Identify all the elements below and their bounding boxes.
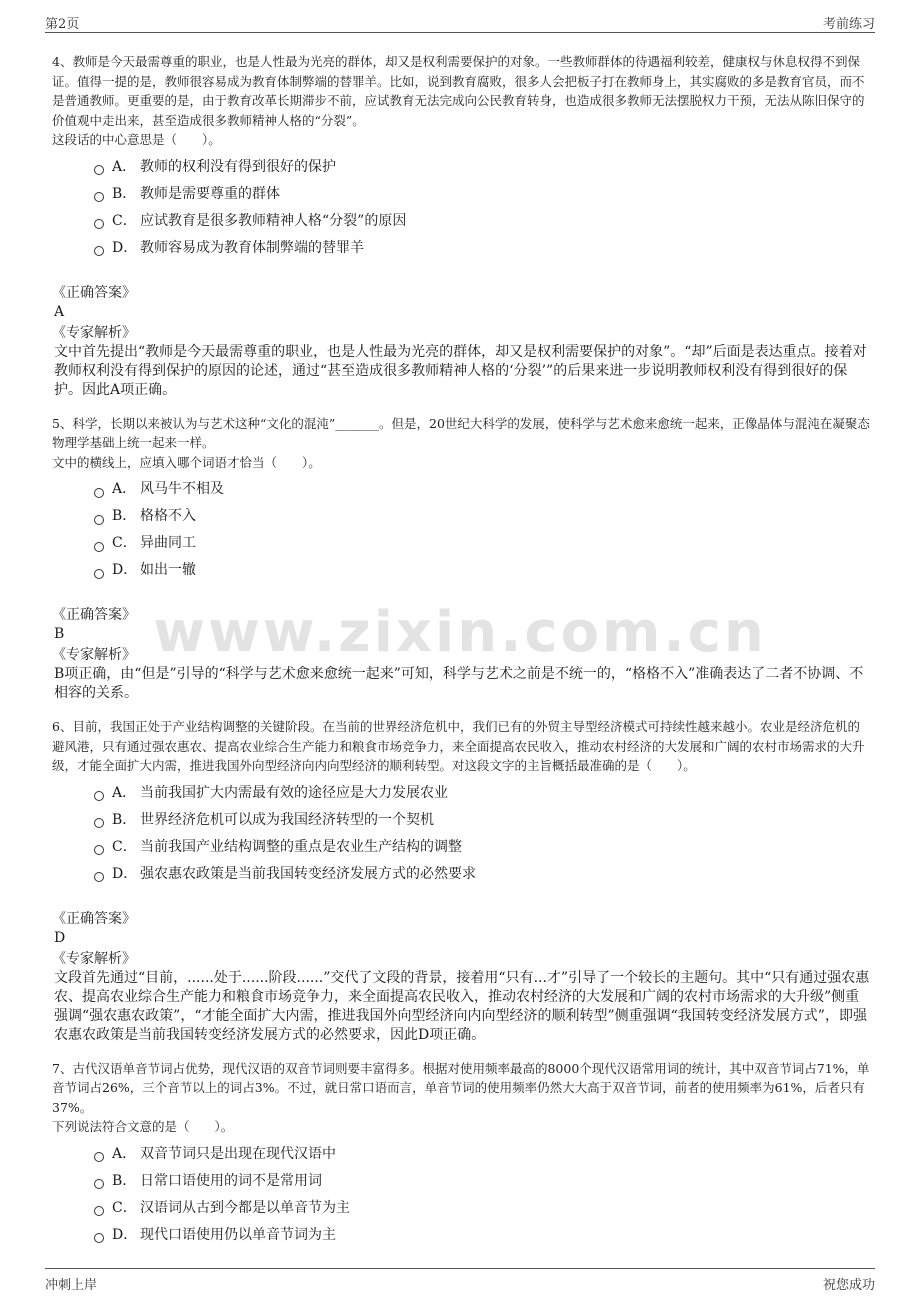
question-stem: 6、目前，我国正处于产业结构调整的关键阶段。在当前的世界经济危机中，我们已有的外贸主导型经济模式可持续性越来越小。农业是经济危机的避风港，只有通过强农惠农、提高农业综合生产能力和粮食市场竞争力，来全面提高农民收入，推动农村经济的大发展和广阔的农村市场需求的大升级，才能全面扩大内需，推进我国外向型经济向内向型经济的顺利转型。对这段文字的主旨概括最准确的是（ ）。 bbox=[52, 719, 865, 773]
option-letter: B． bbox=[112, 811, 137, 828]
option-list bbox=[52, 154, 870, 262]
option-text: 双音节词只是出现在现代汉语中 bbox=[140, 1145, 336, 1162]
analysis-text: 文中首先提出“教师是今天最需尊重的职业，也是人性最为光亮的群体，却又是权利需要保护的对象”。“却”后面是表达重点。接着对教师权利没有得到保护的原因的论述，通过“甚至造成很多教师精神人格的‘分裂’”的后果来进一步说明教师权利没有得到很好的保护。因此A项正确。 bbox=[54, 343, 867, 398]
option-a[interactable] bbox=[94, 154, 870, 181]
answer-block bbox=[52, 284, 870, 400]
option-letter: A． bbox=[112, 158, 137, 175]
option-letter: C． bbox=[112, 535, 137, 551]
option-list bbox=[52, 476, 870, 584]
option-c[interactable] bbox=[94, 208, 870, 235]
option-b[interactable] bbox=[94, 807, 870, 834]
option-d[interactable] bbox=[94, 861, 870, 888]
option-letter: B． bbox=[112, 185, 137, 202]
question-6 bbox=[52, 717, 870, 1045]
question-stem: 4、教师是今天最需尊重的职业，也是人性最为光亮的群体，却又是权利需要保护的对象。一些教师群体的待遇福利较差，健康权与休息权得不到保证。值得一提的是，教师很容易成为教育体制弊端的替罪羊。比如，说到教育腐败，很多人会把板子打在教师身上，其实腐败的多是教育官员，而不是普通教师。更重要的是，由于教育改革长期滞步不前，应试教育无法完成向公民教育转身，也造成很多教师无法摆脱权力干预，无法从陈旧保守的价值观中走出来，甚至造成很多教师精神人格的“分裂”。 bbox=[52, 54, 865, 128]
option-text: 强农惠农政策是当前我国转变经济发展方式的必然要求 bbox=[140, 865, 476, 882]
answer-label: 《正确答案》 bbox=[52, 910, 136, 927]
radio-icon[interactable] bbox=[94, 1233, 104, 1243]
analysis-label: 《专家解析》 bbox=[52, 647, 136, 663]
option-text: 现代口语使用仍以单音节词为主 bbox=[140, 1226, 336, 1243]
option-b[interactable] bbox=[94, 181, 870, 208]
answer-block bbox=[52, 910, 870, 1045]
option-text: 当前我国产业结构调整的重点是农业生产结构的调整 bbox=[140, 838, 462, 855]
correct-answer: D bbox=[54, 929, 66, 946]
option-text: 当前我国扩大内需最有效的途径应是大力发展农业 bbox=[140, 784, 448, 801]
answer-label: 《正确答案》 bbox=[52, 607, 136, 623]
option-d[interactable] bbox=[94, 557, 870, 584]
question-prompt: 这段话的中心意思是（ ）。 bbox=[52, 132, 221, 147]
option-text: 如出一辙 bbox=[140, 562, 196, 578]
option-letter: A． bbox=[112, 784, 137, 801]
analysis-label: 《专家解析》 bbox=[52, 324, 136, 341]
option-letter: D． bbox=[112, 562, 138, 578]
question-list bbox=[52, 52, 870, 1249]
radio-icon[interactable] bbox=[94, 515, 104, 525]
page-number: 第2页 bbox=[45, 17, 80, 32]
option-text: 教师是需要尊重的群体 bbox=[140, 185, 280, 202]
option-list bbox=[52, 780, 870, 888]
option-text: 异曲同工 bbox=[140, 535, 196, 551]
radio-icon[interactable] bbox=[94, 818, 104, 828]
footer-right-text: 祝您成功 bbox=[822, 1278, 875, 1293]
option-letter: A． bbox=[112, 1145, 137, 1162]
radio-icon[interactable] bbox=[94, 872, 104, 882]
option-letter: C． bbox=[112, 838, 137, 855]
option-letter: B． bbox=[112, 1172, 137, 1189]
option-text: 世界经济危机可以成为我国经济转型的一个契机 bbox=[140, 811, 434, 828]
question-4 bbox=[52, 52, 870, 400]
option-a[interactable] bbox=[94, 476, 870, 503]
question-stem: 7、古代汉语单音节词占优势，现代汉语的双音节词则要丰富得多。根据对使用频率最高的8000个现代汉语常用词的统计，其中双音节词占71%，单音节词占26%，三个音节以上的词占3%。不过，就日常口语而言，单音节词的使用频率仍然大大高于双音节词，前者的使用频率为61%，后者只有37%。 bbox=[52, 1060, 870, 1115]
radio-icon[interactable] bbox=[94, 791, 104, 801]
option-c[interactable] bbox=[94, 530, 870, 557]
option-b[interactable] bbox=[94, 503, 870, 530]
option-letter: D． bbox=[112, 239, 138, 256]
option-d[interactable] bbox=[94, 235, 870, 262]
radio-icon[interactable] bbox=[94, 1206, 104, 1216]
radio-icon[interactable] bbox=[94, 219, 104, 229]
option-letter: C． bbox=[112, 212, 137, 229]
footer-left-text: 冲刺上岸 bbox=[45, 1278, 98, 1293]
radio-icon[interactable] bbox=[94, 192, 104, 202]
radio-icon[interactable] bbox=[94, 488, 104, 498]
option-letter: D． bbox=[112, 865, 138, 882]
analysis-text: B项正确，由“但是”引导的“科学与艺术愈来愈统一起来”可知，科学与艺术之前是不统一的，“格格不入”准确表达了二者不协调、不相容的关系。 bbox=[54, 666, 864, 701]
option-text: 日常口语使用的词不是常用词 bbox=[140, 1172, 322, 1189]
option-b[interactable] bbox=[94, 1168, 870, 1195]
question-prompt: 文中的横线上，应填入哪个词语才恰当（ ）。 bbox=[52, 454, 321, 470]
option-c[interactable] bbox=[94, 834, 870, 861]
option-a[interactable] bbox=[94, 780, 870, 807]
question-prompt: 下列说法符合文意的是（ ）。 bbox=[52, 1119, 234, 1134]
page-footer bbox=[45, 1268, 875, 1295]
option-text: 风马牛不相及 bbox=[140, 481, 224, 497]
option-text: 汉语词从古到今都是以单音节为主 bbox=[140, 1199, 350, 1216]
watermark: www.zixin.com.cn bbox=[153, 600, 767, 665]
radio-icon[interactable] bbox=[94, 569, 104, 579]
radio-icon[interactable] bbox=[94, 845, 104, 855]
page-header bbox=[45, 10, 875, 33]
radio-icon[interactable] bbox=[94, 165, 104, 175]
option-letter: C． bbox=[112, 1199, 137, 1216]
radio-icon[interactable] bbox=[94, 1152, 104, 1162]
header-title: 考前练习 bbox=[822, 17, 875, 32]
option-text: 教师容易成为教育体制弊端的替罪羊 bbox=[140, 239, 364, 256]
option-text: 应试教育是很多教师精神人格“分裂”的原因 bbox=[140, 212, 407, 229]
correct-answer: A bbox=[54, 303, 65, 320]
radio-icon[interactable] bbox=[94, 542, 104, 552]
question-5 bbox=[52, 414, 870, 704]
option-letter: D． bbox=[112, 1226, 138, 1243]
option-text: 教师的权利没有得到很好的保护 bbox=[140, 158, 336, 175]
answer-label: 《正确答案》 bbox=[52, 284, 136, 301]
option-a[interactable] bbox=[94, 1141, 870, 1168]
question-stem: 5、科学，长期以来被认为与艺术这种“文化的混沌”_______。但是，20世纪大科学的发展，使科学与艺术愈来愈统一起来，正像晶体与混沌在凝聚态物理学基础上统一起来一样。 bbox=[52, 415, 870, 450]
correct-answer: B bbox=[54, 626, 65, 642]
analysis-text: 文段首先通过“目前，......处于......阶段......”交代了文段的背景，接着用“只有...才”引导了一个较长的主题句。其中“只有通过强农惠农、提高农业综合生产能力和粮食市场竞争力，来全面提高农民收入，推动农村经济的大发展和广阔的农村市场需求的大升级”侧重强调“强农惠农政策”，“才能全面扩大内需，推进我国外向型经济向内向型经济的顺利转型”侧重强调“我国转变经济发展方式”，即强农惠农政策是当前我国转变经济发展方式的必然要求，因此D项正确。 bbox=[54, 969, 870, 1043]
option-text: 格格不入 bbox=[140, 508, 196, 524]
answer-block bbox=[52, 606, 870, 703]
option-d[interactable] bbox=[94, 1222, 870, 1249]
option-letter: B． bbox=[112, 508, 137, 524]
radio-icon[interactable] bbox=[94, 1179, 104, 1189]
radio-icon[interactable] bbox=[94, 246, 104, 256]
option-letter: A． bbox=[112, 481, 137, 497]
option-c[interactable] bbox=[94, 1195, 870, 1222]
question-7 bbox=[52, 1059, 870, 1249]
analysis-label: 《专家解析》 bbox=[52, 950, 136, 967]
option-list bbox=[52, 1141, 870, 1249]
